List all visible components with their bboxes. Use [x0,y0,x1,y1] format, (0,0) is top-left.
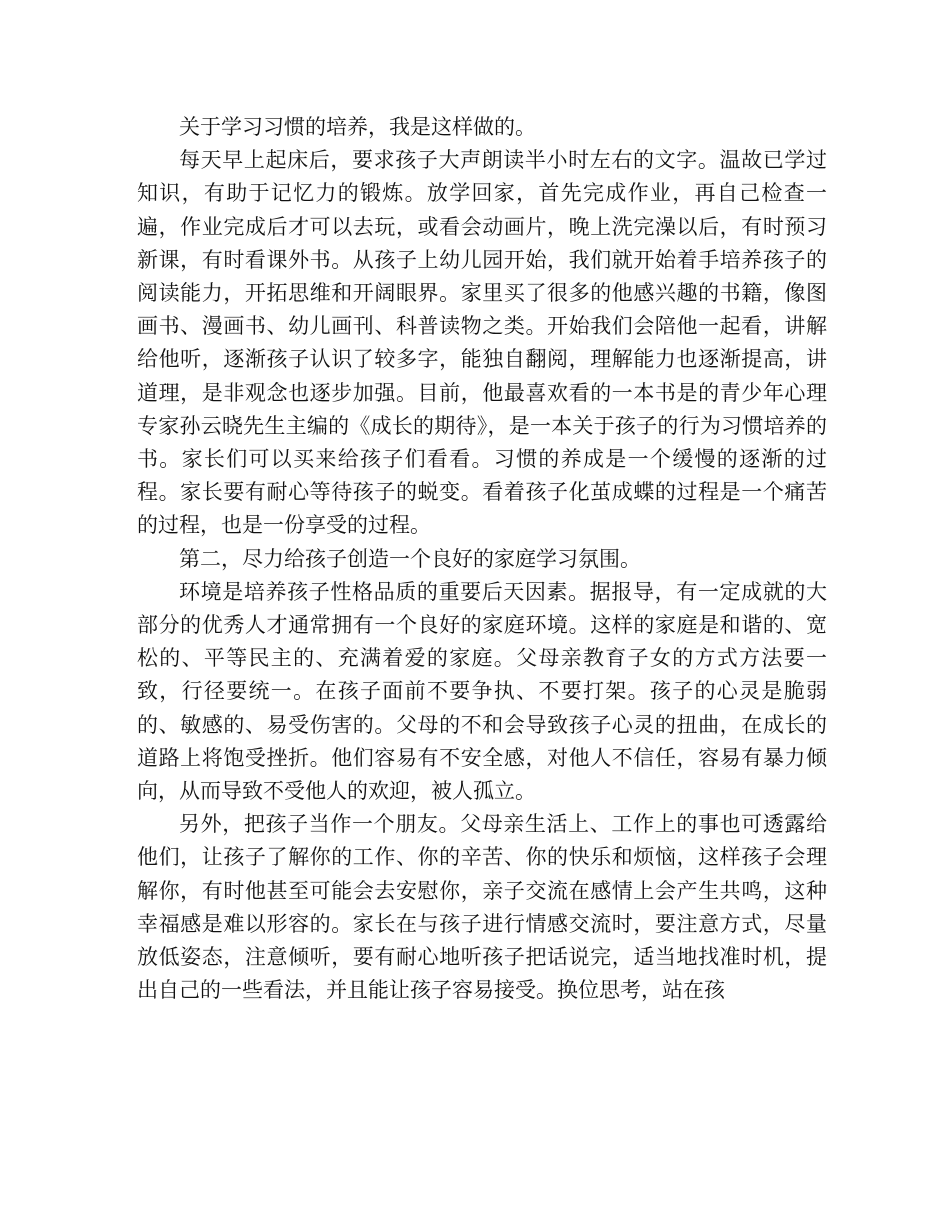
paragraph-section-two-heading: 第二，尽力给孩子创造一个良好的家庭学习氛围。 [179,546,641,571]
paragraph-daily-routine: 每天早上起床后，要求孩子大声朗读半小时左右的文字。温故已学过知识，有助于记忆力的锻炼。放学回家，首先完成作业，再自己检查一遍，作业完成后才可以去玩，或看会动画片，晚上洗完澡以后，有时预习新课，有时看课外书。从孩子上幼儿园开始，我们就开始着手培养孩子的阅读能力，开拓思维和开阔眼界。家里买了很多的他感兴趣的书籍，像图画书、漫画书、幼儿画刊、科普读物之类。开始我们会陪他一起看，讲解给他听，逐渐孩子认识了较多字，能独自翻阅，理解能力也逐渐提高，讲道理，是非观念也逐步加强。目前，他最喜欢看的一本书是的青少年心理专家孙云晓先生主编的《成长的期待》，是一本关于孩子的行为习惯培养的书。家长们可以买来给孩子们看看。习惯的养成是一个缓慢的逐渐的过程。家长要有耐心等待孩子的蜕变。看着孩子化茧成蝶的过程是一个痛苦的过程，也是一份享受的过程。 [137,148,827,538]
document-body [137,111,827,1007]
paragraph-study-habits-intro: 关于学习习惯的培养，我是这样做的。 [179,115,536,139]
paragraph-child-as-friend: 另外，把孩子当作一个朋友。父母亲生活上、工作上的事也可透露给他们，让孩子了解你的工作、你的辛苦、你的快乐和烦恼，这样孩子会理解你，有时他甚至可能会去安慰你，亲子交流在感情上会产生共鸣，这种幸福感是难以形容的。家长在与孩子进行情感交流时，要注意方式，尽量放低姿态，注意倾听，要有耐心地听孩子把话说完，适当地找准时机，提出自己的一些看法，并且能让孩子容易接受。换位思考，站在孩 [137,812,827,1003]
paragraph-family-environment: 环境是培养孩子性格品质的重要后天因素。据报导，有一定成就的大部分的优秀人才通常拥有一个良好的家庭环境。这样的家庭是和谐的、宽松的、平等民主的、充满着爱的家庭。父母亲教育子女的方式方法要一致，行径要统一。在孩子面前不要争执、不要打架。孩子的心灵是脆弱的、敏感的、易受伤害的。父母的不和会导致孩子心灵的扭曲，在成长的道路上将饱受挫折。他们容易有不安全感，对他人不信任，容易有暴力倾向，从而导致不受他人的欢迎，被人孤立。 [137,579,827,804]
